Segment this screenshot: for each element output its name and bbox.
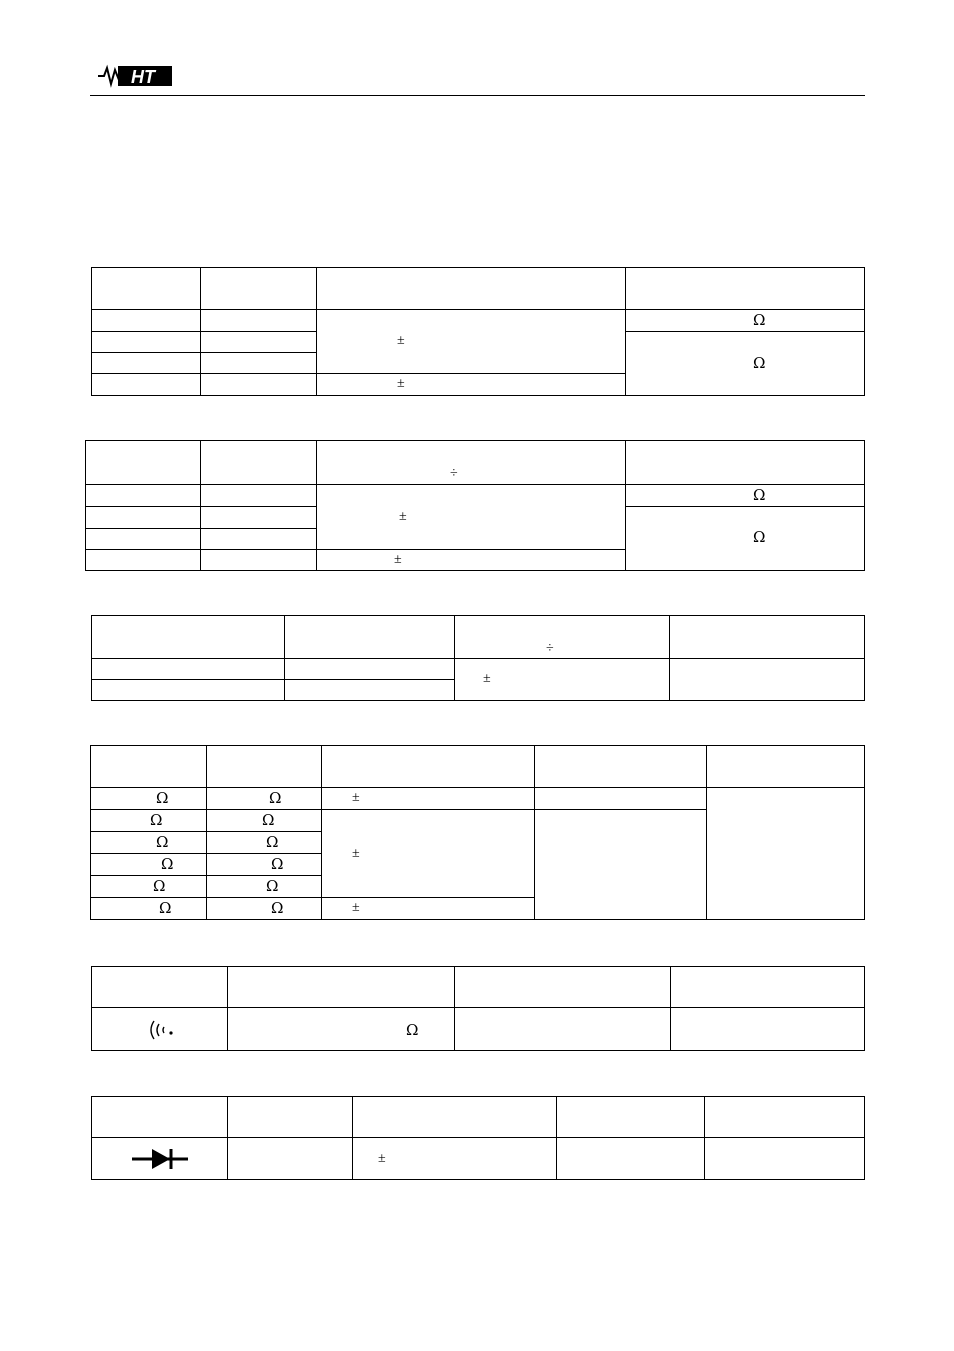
ohm-symbol: Ω (159, 899, 172, 917)
ohm-symbol: Ω (271, 855, 284, 873)
table-cell (557, 1138, 705, 1180)
range-cell (91, 854, 207, 876)
header-cell (207, 746, 322, 788)
ohm-symbol: Ω (266, 833, 279, 851)
header-cell (86, 441, 201, 485)
header-cell (317, 441, 626, 485)
table-cell (92, 659, 285, 680)
divide-symbol: ÷ (546, 641, 554, 656)
table-cell (92, 310, 201, 332)
ohm-symbol: Ω (269, 789, 282, 807)
header-cell (201, 268, 317, 310)
header-cell (322, 746, 535, 788)
header-cell (92, 1097, 228, 1138)
threshold-cell (228, 1008, 455, 1051)
table-cell (707, 788, 865, 920)
spec-table-1 (91, 267, 865, 396)
resolution-cell (207, 810, 322, 832)
table-cell (201, 550, 317, 571)
plusminus-symbol: ± (352, 900, 360, 915)
spec-table-3 (91, 615, 865, 701)
logo-text: HT (131, 67, 155, 87)
range-cell (91, 788, 207, 810)
page-header (90, 60, 865, 96)
table-cell (670, 659, 865, 701)
function-cell (92, 1008, 228, 1051)
table-cell (86, 507, 201, 529)
divide-symbol: ÷ (450, 466, 458, 481)
plusminus-symbol: ± (378, 1151, 386, 1166)
header-cell (626, 441, 865, 485)
table-cell (201, 353, 317, 374)
resolution-cell (207, 898, 322, 920)
table-cell (285, 659, 455, 680)
plusminus-symbol: ± (397, 376, 405, 391)
table-cell (535, 788, 707, 810)
accuracy-cell (322, 898, 535, 920)
table-cell (705, 1138, 865, 1180)
plusminus-symbol: ± (352, 846, 360, 861)
table-cell (92, 353, 201, 374)
accuracy-cell (322, 810, 535, 898)
range-cell (91, 810, 207, 832)
header-cell (455, 967, 671, 1008)
accuracy-cell (317, 485, 626, 550)
header-cell (535, 746, 707, 788)
table-cell (201, 332, 317, 353)
impedance-cell (626, 310, 865, 332)
resolution-cell (207, 832, 322, 854)
accuracy-cell (317, 310, 626, 374)
header-cell (285, 616, 455, 659)
header-cell (626, 268, 865, 310)
plusminus-symbol: ± (394, 552, 402, 567)
accuracy-cell (317, 374, 626, 396)
ohm-symbol: Ω (266, 877, 279, 895)
table-cell (86, 485, 201, 507)
ohm-symbol: Ω (161, 855, 174, 873)
table-cell (92, 680, 285, 701)
ohm-symbol: Ω (271, 899, 284, 917)
accuracy-cell (317, 550, 626, 571)
header-cell (557, 1097, 705, 1138)
ohm-symbol: Ω (156, 833, 169, 851)
ohm-symbol: Ω (156, 789, 169, 807)
table-cell (201, 310, 317, 332)
ohm-symbol: Ω (150, 811, 163, 829)
continuity-buzzer-icon (146, 1018, 176, 1042)
header-cell (91, 746, 207, 788)
table-cell (285, 680, 455, 701)
ohm-symbol: Ω (262, 811, 275, 829)
header-cell (707, 746, 865, 788)
range-cell (91, 876, 207, 898)
ohm-symbol: Ω (753, 486, 766, 504)
accuracy-cell (353, 1138, 557, 1180)
table-cell (201, 529, 317, 550)
spec-table-4 (90, 745, 865, 920)
table-cell (201, 374, 317, 396)
table-cell (201, 507, 317, 529)
header-cell (705, 1097, 865, 1138)
impedance-cell (626, 507, 865, 571)
resolution-cell (207, 788, 322, 810)
plusminus-symbol: ± (399, 509, 407, 524)
table-cell (86, 550, 201, 571)
spec-table-5 (91, 966, 865, 1051)
accuracy-cell (322, 788, 535, 810)
header-cell (228, 967, 455, 1008)
impedance-cell (626, 332, 865, 396)
header-cell (670, 616, 865, 659)
header-cell (353, 1097, 557, 1138)
function-cell (92, 1138, 228, 1180)
ohm-symbol: Ω (753, 528, 766, 546)
header-cell (317, 268, 626, 310)
header-cell (201, 441, 317, 485)
plusminus-symbol: ± (483, 671, 491, 686)
table-cell (201, 485, 317, 507)
range-cell (91, 832, 207, 854)
ohm-symbol: Ω (753, 311, 766, 329)
accuracy-cell (455, 659, 670, 701)
plusminus-symbol: ± (352, 790, 360, 805)
resolution-cell (207, 854, 322, 876)
ohm-symbol: Ω (153, 877, 166, 895)
ht-logo (96, 62, 174, 90)
diode-icon (130, 1147, 190, 1171)
range-cell (91, 898, 207, 920)
header-cell (92, 616, 285, 659)
table-cell (92, 374, 201, 396)
resolution-cell (207, 876, 322, 898)
header-cell (455, 616, 670, 659)
table-cell (455, 1008, 671, 1051)
table-cell (86, 529, 201, 550)
table-cell (535, 810, 707, 920)
ohm-symbol: Ω (406, 1021, 419, 1039)
ohm-symbol: Ω (753, 354, 766, 372)
header-cell (92, 268, 201, 310)
table-cell (228, 1138, 353, 1180)
table-cell (671, 1008, 865, 1051)
header-cell (92, 967, 228, 1008)
header-cell (671, 967, 865, 1008)
spec-table-2 (85, 440, 865, 571)
table-cell (92, 332, 201, 353)
plusminus-symbol: ± (397, 333, 405, 348)
impedance-cell (626, 485, 865, 507)
header-cell (228, 1097, 353, 1138)
spec-table-6 (91, 1096, 865, 1180)
